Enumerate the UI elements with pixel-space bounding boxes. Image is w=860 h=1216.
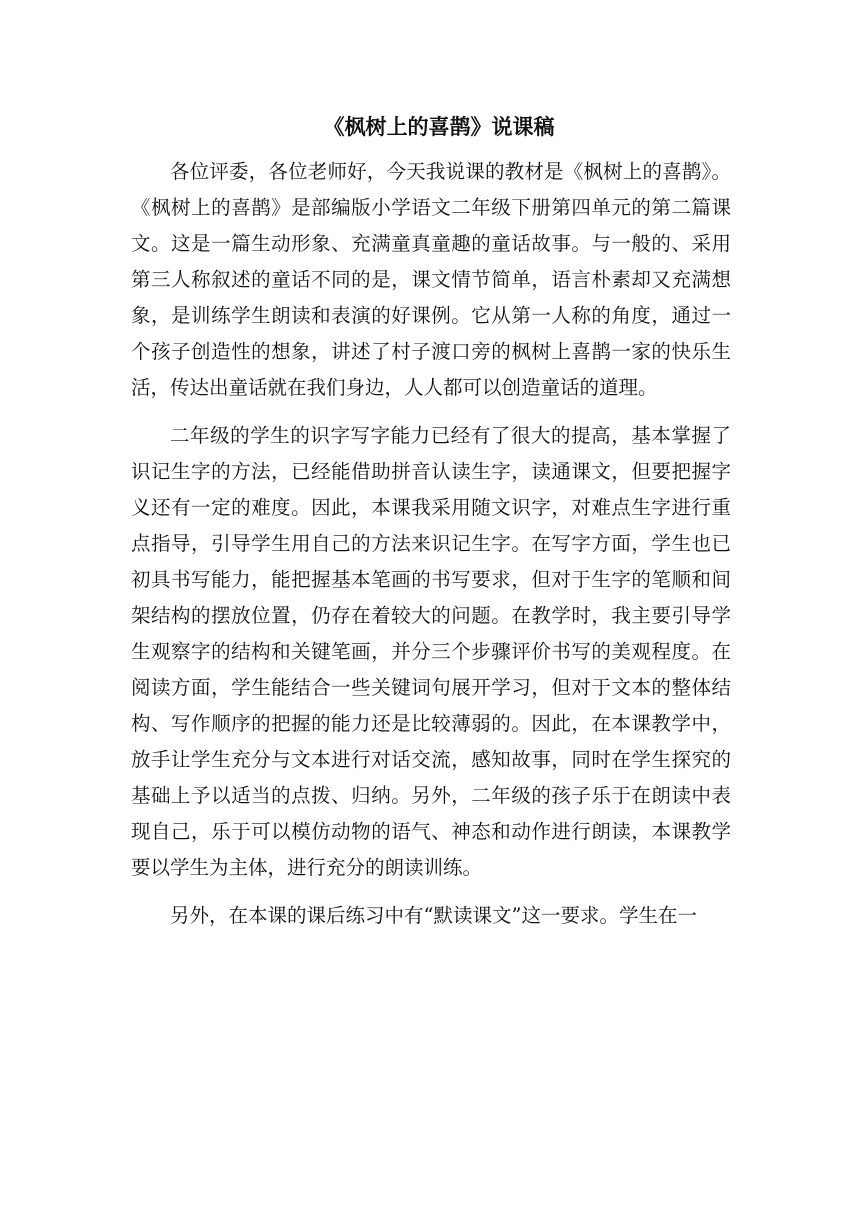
paragraph-student-analysis: 二年级的学生的识字写字能力已经有了很大的提高，基本掌握了识记生字的方法，已经能借助拼音认读生字，读通课文，但要把握字义还有一定的难度。因此，本课我采用随文识字，对难点生字进行重点指导，引导学生用自己的方法来识记生字。在写字方面，学生也已初具书写能力，能把握基本笔画的书写要求，但对于生字的笔顺和间架结构的摆放位置，仍存在着较大的问题。在教学时，我主要引导学生观察字的结构和关键笔画，并分三个步骤评价书写的美观程度。在阅读方面，学生能结合一些关键词句展开学习，但对于文本的整体结构、写作顺序的把握的能力还是比较薄弱的。因此，在本课教学中，放手让学生充分与文本进行对话交流，感知故事，同时在学生探究的基础上予以适当的点拨、归纳。另外，二年级的孩子乐于在朗读中表现自己，乐于可以模仿动物的语气、神态和动作进行朗读，本课教学要以学生为主体，进行充分的朗读训练。 xyxy=(131,424,731,879)
document-body xyxy=(131,154,731,934)
document-title: 《枫树上的喜鹊》说课稿 xyxy=(323,114,555,139)
paragraph-exercise-note: 另外，在本课的课后练习中有“默读课文”这一要求。学生在一 xyxy=(170,904,697,927)
paragraph-intro: 各位评委，各位老师好，今天我说课的教材是《枫树上的喜鹊》。《枫树上的喜鹊》是部编版小学语文二年级下册第四单元的第二篇课文。这是一篇生动形象、充满童真童趣的童话故事。与一般的、采用第三人称叙述的童话不同的是，课文情节简单，语言朴素却又充满想象，是训练学生朗读和表演的好课例。它从第一人称的角度，通过一个孩子创造性的想象，讲述了村子渡口旁的枫树上喜鹊一家的快乐生活，传达出童话就在我们身边，人人都可以创造童话的道理。 xyxy=(131,160,731,399)
